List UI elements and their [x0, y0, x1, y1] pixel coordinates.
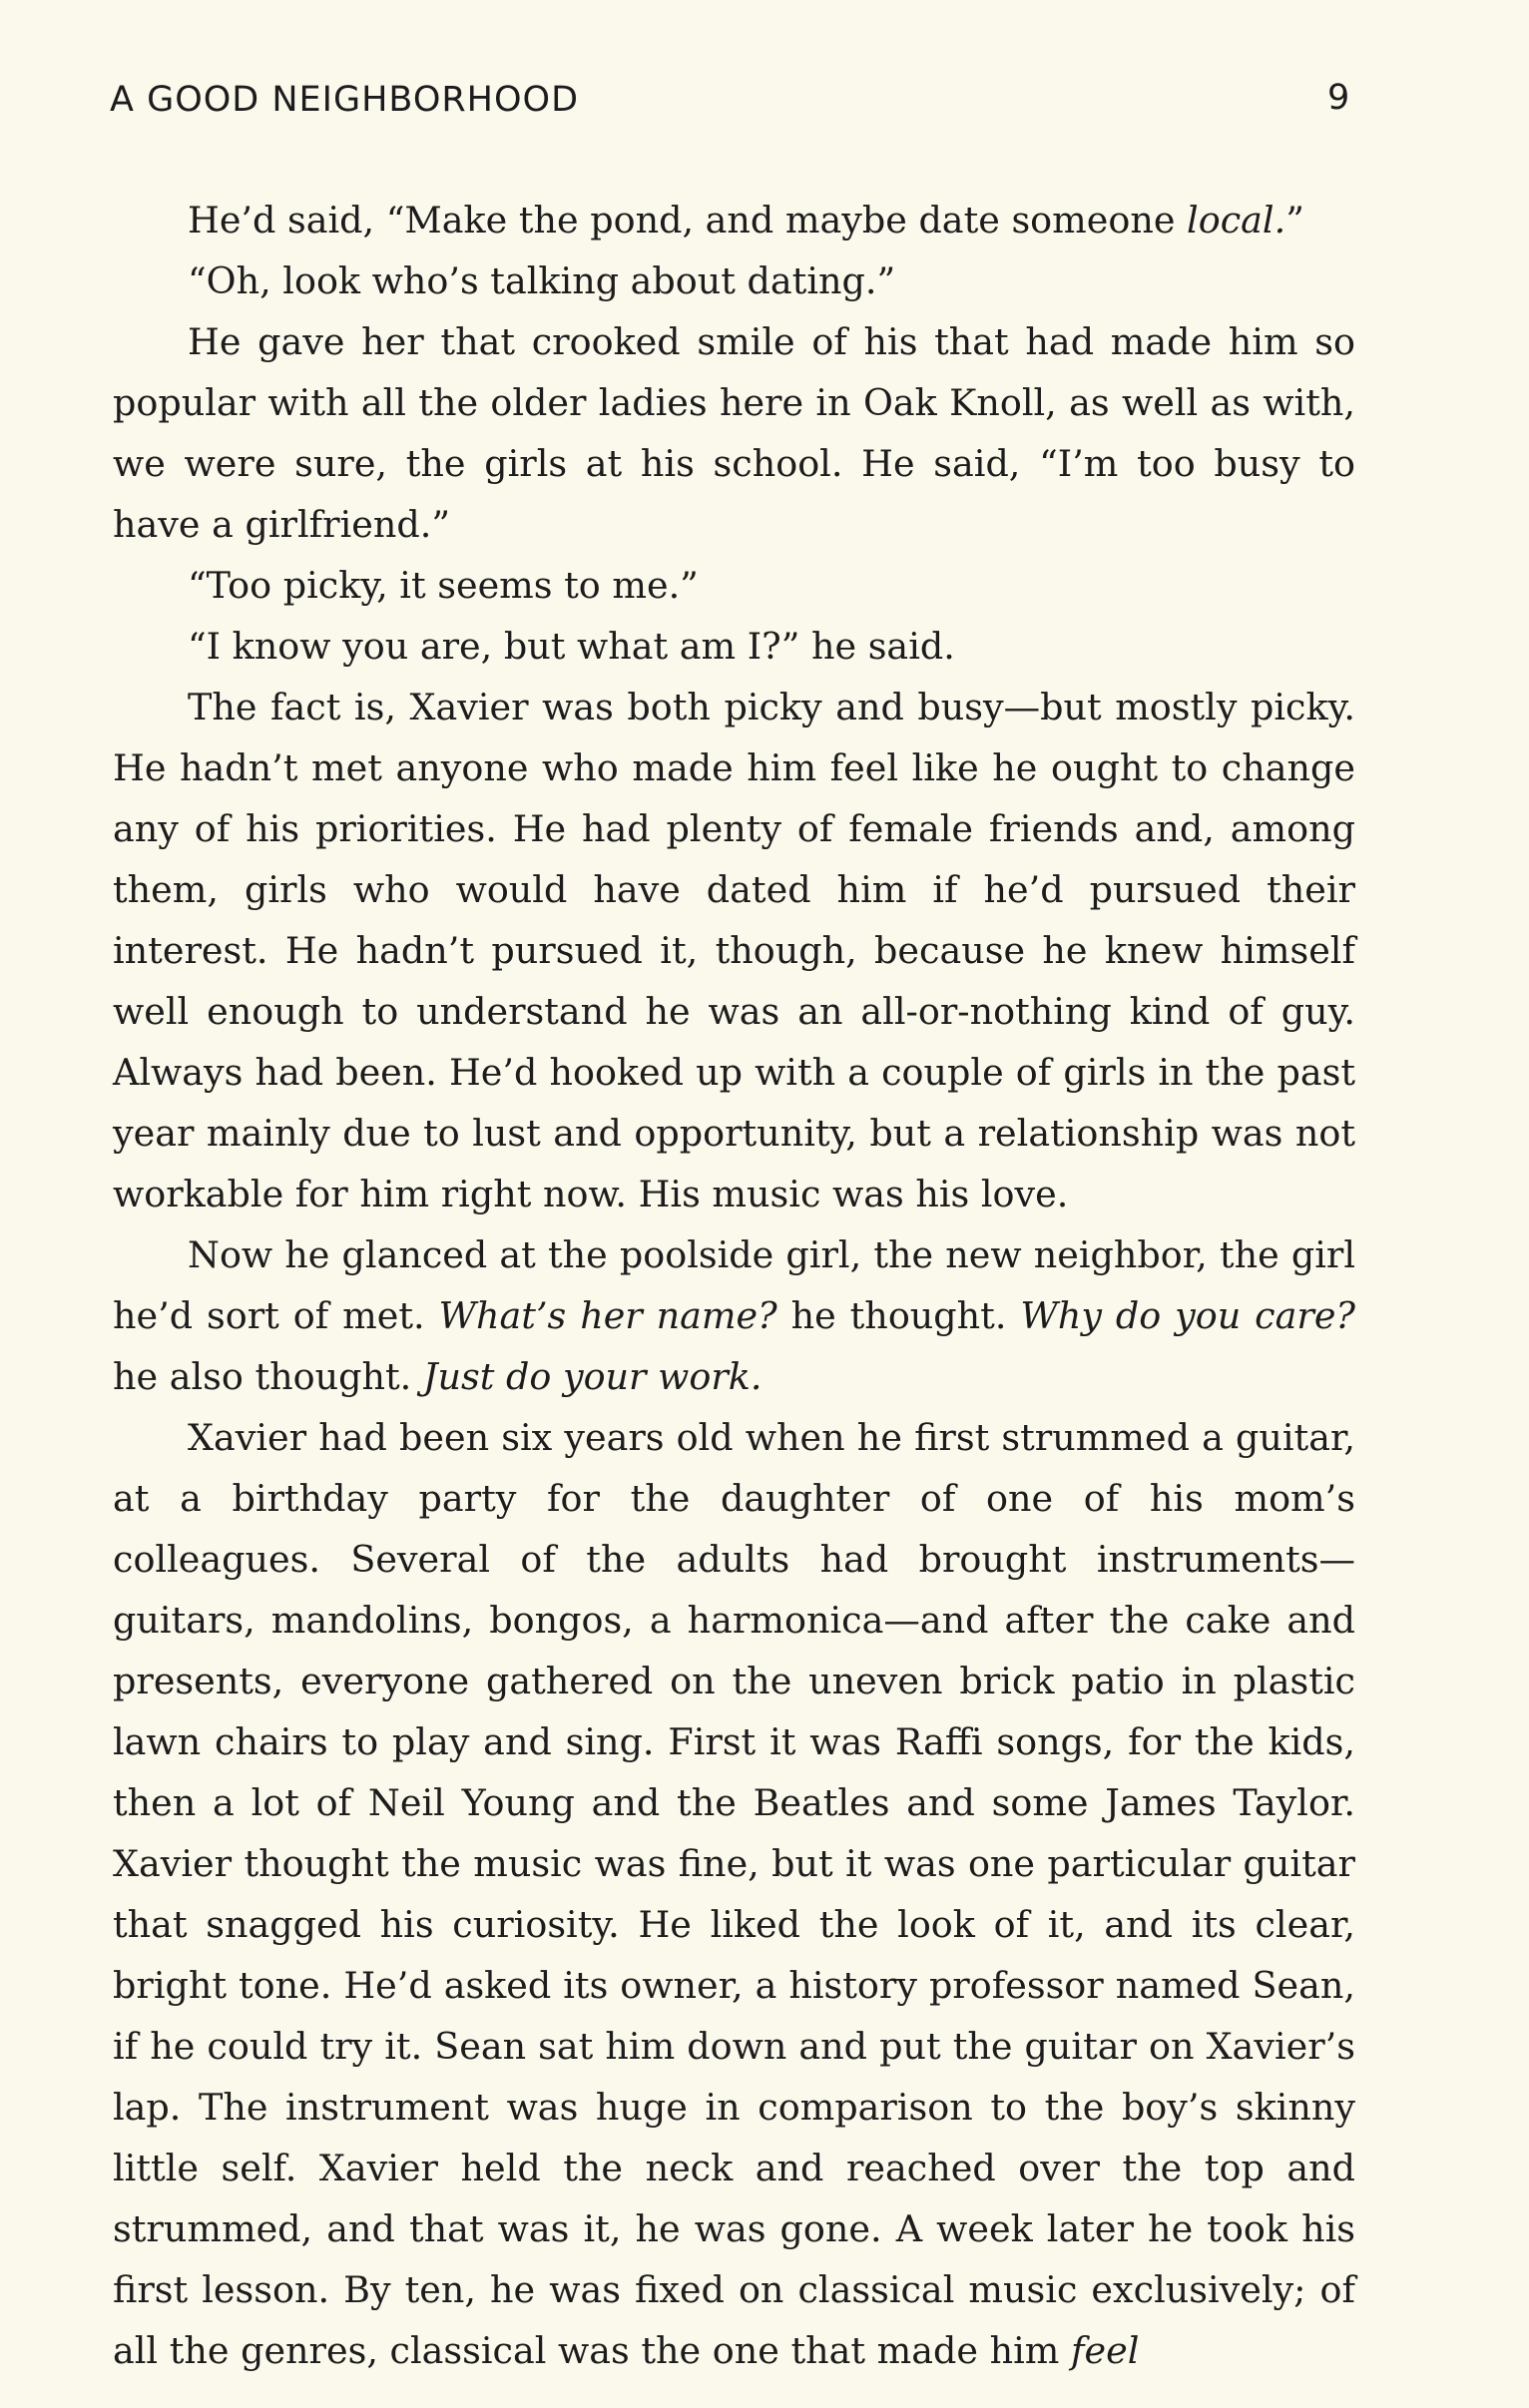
text-segment: The fact is, Xavier was both picky and busy—but mostly picky. He hadn’t met anyone who made him feel like he ought to change any of his priorities. He had plenty of female friends and, among them, girls who would have dated him if he’d pursued their interest. He hadn’t pursued it, though, because he knew himself well enough to understand he was an all-or-nothing kind of guy. Always had been. He’d hooked up with a couple of girls in the past year mainly due to lust and opportunity, but a relationship was not workable for him right now. His music was his love.	[113, 686, 1355, 1215]
italic-segment: feel	[1070, 2329, 1140, 2372]
text-segment: “Oh, look who’s talking about dating.”	[188, 259, 896, 302]
paragraph	[113, 311, 1355, 555]
paragraph	[113, 190, 1355, 250]
text-segment: “Too picky, it seems to me.”	[188, 564, 699, 607]
italic-segment: local.	[1187, 199, 1286, 241]
text-segment: ”	[1285, 199, 1304, 241]
paragraph	[113, 1224, 1355, 1407]
text-segment: he also thought.	[113, 1355, 423, 1398]
italic-segment: Why do you care?	[1020, 1294, 1355, 1337]
paragraph	[113, 555, 1355, 616]
page-number: 9	[1327, 78, 1350, 118]
italic-segment: Just do your work.	[422, 1355, 763, 1398]
text-segment: “I know you are, but what am I?” he said.	[188, 625, 955, 668]
text-segment: Xavier had been six years old when he first strummed a guitar, at a birthday party for the daughter of one of his mom’s colleagues. Several of the adults had brought instruments—guitars, mandolins, bongos, a harmonica—and after the cake and presents, everyone gathered on the uneven brick patio in plastic lawn chairs to play and sing. First it was Raffi songs, for the kids, then a lot of Neil Young and the Beatles and some James Taylor. Xavier thought the music was fine, but it was one particular guitar that snagged his curiosity. He liked the look of it, and its clear, bright tone. He’d asked its owner, a history professor named Sean, if he could try it. Sean sat him down and put the guitar on Xavier’s lap. The instrument was huge in comparison to the boy’s skinny little self. Xavier held the neck and reached over the top and strummed, and that was it, he was gone. A week later he took his first lesson. By ten, he was fixed on classical music exclusively; of all the genres, classical was the one that made him	[113, 1416, 1355, 2372]
italic-segment: What’s her name?	[438, 1294, 777, 1337]
running-head: A GOOD NEIGHBORHOOD	[110, 80, 580, 120]
body-text	[113, 190, 1355, 2381]
paragraph	[113, 250, 1355, 311]
paragraph	[113, 677, 1355, 1224]
text-segment: He’d said, “Make the pond, and maybe date someone	[188, 199, 1188, 241]
text-segment: he thought.	[776, 1294, 1021, 1337]
paragraph	[113, 1407, 1355, 2381]
paragraph	[113, 616, 1355, 677]
text-segment: Now he glanced at the poolside girl, the new neighbor, the girl he’d sort of met.	[113, 1233, 1355, 1337]
text-segment: He gave her that crooked smile of his that had made him so popular with all the older ladies here in Oak Knoll, as well as with, we were sure, the girls at his school. He said, “I’m too busy to have a girlfriend.”	[113, 320, 1355, 546]
